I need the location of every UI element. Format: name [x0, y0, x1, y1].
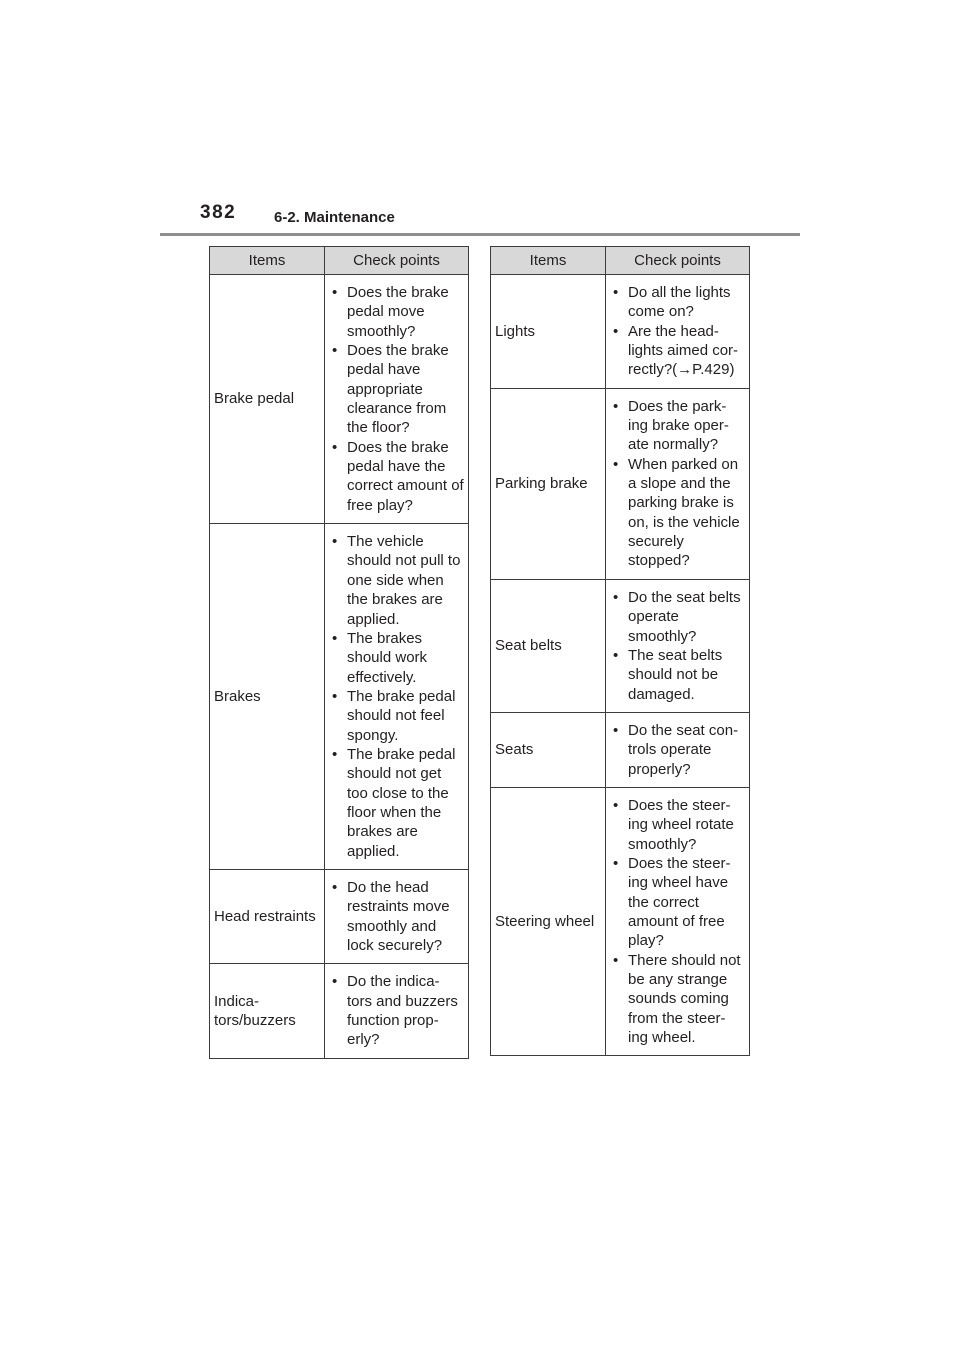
table-row — [210, 964, 469, 1058]
bullet-icon: • — [613, 796, 619, 814]
check-points-header: Check points — [325, 247, 469, 275]
check-points-cell — [325, 275, 469, 524]
check-point-text: Are the head-lights aimed cor-rectly?(→P.429) — [628, 322, 739, 379]
check-point-item — [332, 438, 464, 515]
bullet-icon: • — [332, 533, 338, 551]
check-points-list — [332, 972, 464, 1049]
check-point-item — [332, 341, 464, 438]
bullet-icon: • — [613, 397, 619, 415]
check-points-header: Check points — [606, 247, 750, 275]
bullet-icon: • — [332, 438, 338, 456]
check-point-item — [613, 951, 745, 1048]
bullet-icon: • — [332, 745, 338, 763]
bullet-icon: • — [613, 322, 619, 340]
check-point-item — [613, 397, 745, 455]
check-points-list — [332, 878, 464, 955]
check-point-item — [613, 588, 745, 646]
bullet-icon: • — [613, 588, 619, 606]
bullet-icon: • — [332, 973, 338, 991]
check-point-item — [613, 646, 745, 704]
item-cell: Head restraints — [210, 869, 325, 963]
right-check-table — [490, 246, 750, 1056]
check-point-item — [613, 796, 745, 854]
check-points-list — [613, 796, 745, 1047]
check-point-item — [613, 455, 745, 571]
check-points-cell — [325, 964, 469, 1058]
check-point-text: Does the brake pedal move smoothly? — [347, 284, 449, 340]
item-cell: Seats — [491, 712, 606, 787]
check-point-item — [613, 322, 745, 380]
check-point-text: The seat belts should not be damaged. — [628, 646, 723, 703]
table-row — [210, 869, 469, 963]
bullet-icon: • — [613, 284, 619, 301]
check-points-list — [332, 532, 464, 861]
check-point-item — [613, 283, 745, 322]
table-header-row — [210, 247, 469, 275]
items-header: Items — [210, 247, 325, 275]
check-point-text: There should not be any strange sounds coming from the steer-ing wheel. — [628, 951, 741, 1047]
bullet-icon: • — [613, 951, 619, 969]
check-points-cell — [325, 869, 469, 963]
check-point-text: Does the steer-ing wheel have the correct amount of free play? — [628, 854, 731, 950]
check-points-cell — [606, 712, 750, 787]
check-points-cell — [606, 275, 750, 389]
item-cell: Brake pedal — [210, 275, 325, 524]
table-row — [491, 275, 750, 389]
section-title: 6-2. Maintenance — [274, 209, 395, 226]
item-cell: Brakes — [210, 524, 325, 870]
check-point-text: Does the brake pedal have appropriate clearance from the floor? — [347, 342, 449, 437]
table-row — [210, 524, 469, 870]
check-points-list — [613, 588, 745, 704]
check-point-text: Does the park-ing brake oper-ate normally? — [628, 397, 729, 454]
check-points-cell — [325, 524, 469, 870]
check-points-list — [332, 283, 464, 515]
check-points-list — [613, 283, 745, 380]
check-point-item — [332, 972, 464, 1049]
item-cell: Lights — [491, 275, 606, 389]
check-point-text: Do the head restraints move smoothly and lock securely? — [347, 878, 450, 954]
left-check-table — [209, 246, 469, 1059]
check-points-list — [613, 397, 745, 571]
bullet-icon: • — [332, 629, 338, 647]
check-points-cell — [606, 787, 750, 1055]
check-point-text: The brakes should work effectively. — [347, 629, 428, 686]
check-point-item — [332, 878, 464, 955]
table-row — [210, 275, 469, 524]
bullet-icon: • — [613, 721, 619, 739]
bullet-icon: • — [332, 687, 338, 705]
table-row — [491, 712, 750, 787]
table-row — [491, 388, 750, 579]
header-rule — [160, 233, 800, 236]
bullet-icon: • — [332, 878, 338, 896]
check-point-text: Does the brake pedal have the correct amount of free play? — [347, 438, 464, 514]
table-row — [491, 579, 750, 712]
check-point-text: Do the seat belts operate smoothly? — [628, 588, 741, 645]
item-cell: Seat belts — [491, 579, 606, 712]
check-point-text: The brake pedal should not feel spongy. — [347, 687, 456, 744]
check-point-item — [332, 629, 464, 687]
table-header-row — [491, 247, 750, 275]
check-point-text: When parked on a slope and the parking brake is on, is the vehicle securely stopped? — [628, 455, 740, 570]
table-row — [491, 787, 750, 1055]
check-point-text: Does the steer-ing wheel rotate smoothly? — [628, 796, 734, 853]
check-points-list — [613, 721, 745, 779]
check-point-text: Do all the lights come on? — [628, 284, 731, 321]
bullet-icon: • — [613, 646, 619, 664]
check-point-item — [613, 854, 745, 951]
item-cell: Steering wheel — [491, 787, 606, 1055]
item-cell: Indica-tors/buzzers — [210, 964, 325, 1058]
bullet-icon: • — [613, 854, 619, 872]
item-cell: Parking brake — [491, 388, 606, 579]
bullet-icon: • — [332, 342, 338, 360]
check-point-text: The vehicle should not pull to one side when the brakes are applied. — [347, 533, 461, 628]
check-point-item — [332, 283, 464, 341]
check-point-item — [332, 532, 464, 629]
check-points-cell — [606, 388, 750, 579]
page-number: 382 — [200, 202, 237, 223]
items-header: Items — [491, 247, 606, 275]
bullet-icon: • — [332, 284, 338, 301]
check-point-item — [332, 745, 464, 861]
check-points-cell — [606, 579, 750, 712]
check-point-text: Do the indica-tors and buzzers function prop-erly? — [347, 973, 458, 1049]
check-point-item — [332, 687, 464, 745]
check-point-item — [613, 721, 745, 779]
check-point-text: Do the seat con-trols operate properly? — [628, 721, 739, 778]
check-point-text: The brake pedal should not get too close to the floor when the brakes are applied. — [347, 745, 456, 860]
bullet-icon: • — [613, 455, 619, 473]
